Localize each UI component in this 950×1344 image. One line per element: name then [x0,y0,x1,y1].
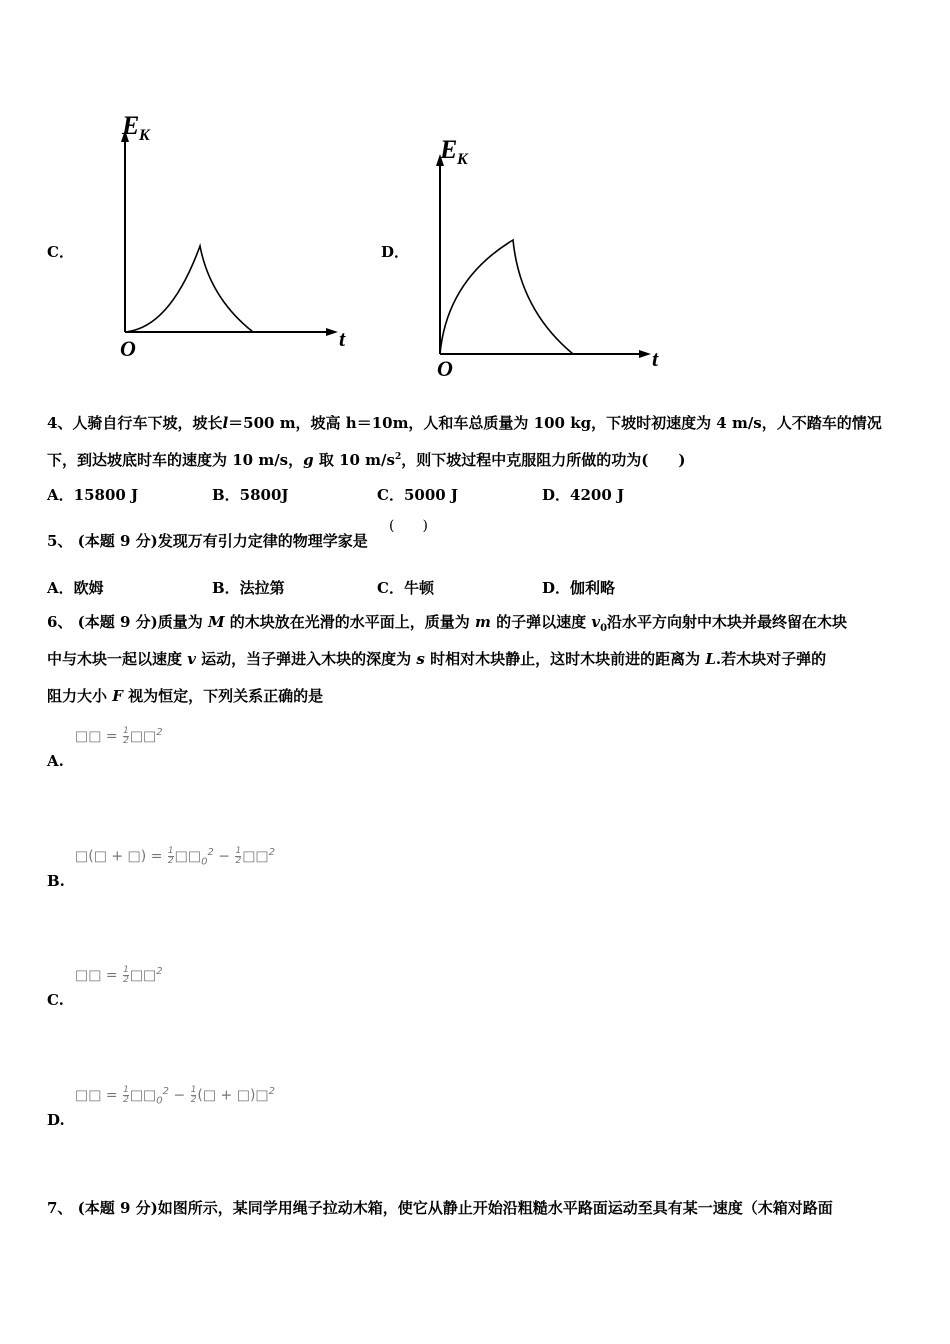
q6-option-a-label: A. [47,752,64,770]
q6-line3: 阻力大小 F 视为恒定，下列关系正确的是 [47,687,324,705]
q5-text: 5、 (本题 9 分)发现万有引力定律的物理学家是 [47,532,368,550]
q4-option-d: D．4200 J [542,486,625,504]
q5-answer-paren: ( ) [389,518,428,534]
graph-d [425,130,675,382]
q6-formula-a: □□ = $\frac{1}{2}$ □□$^2$ [75,726,163,747]
q6-formula-d: □□ = $\frac{1}{2}$ $□□_0^2$ − $\frac{1}{2}$ (□ + □)□$^2$ [75,1085,276,1107]
q6-option-d-label: D. [47,1111,65,1129]
q4-option-a: A．15800 J [47,486,139,504]
origin-label: O [120,336,136,358]
y-axis-sub: K [457,151,468,168]
y-axis-label: E [122,111,140,140]
q6-option-b-label: B. [47,872,65,890]
q5-option-a: A．欧姆 [47,579,104,597]
q4-line1: 4、人骑自行车下坡，坡长l＝500 m，坡高 h＝10m，人和车总质量为 100 kg，下坡时初速度为 4 m/s，人不踏车的情况 [47,414,882,432]
q5-option-b: B．法拉第 [212,579,285,597]
q6-formula-c: □□ = $\frac{1}{2}$ □□$^2$ [75,965,163,986]
q6-formula-b: □(□ + □) = $\frac{1}{2}$ $□□_0^2$ − $\frac{1}{2}$ □□$^2$ [75,846,276,868]
q7-text: 7、 (本题 9 分)如图所示，某同学用绳子拉动木箱，使它从静止开始沿粗糙水平路面运动至具有某一速度（木箱对路面 [47,1199,833,1217]
q5-option-d: D．伽利略 [542,579,616,597]
q6-line1: 6、 (本题 9 分)质量为 M 的木块放在光滑的水平面上，质量为 m 的子弹以速度 $v_0$沿水平方向射中木块并最终留在木块 [47,613,848,634]
q4-option-b: B．5800J [212,486,289,504]
origin-label: O [437,356,453,381]
q6-line2: 中与木块一起以速度 v 运动，当子弹进入木块的深度为 s 时相对木块静止，这时木块前进的距离为 L.若木块对子弹的 [47,650,827,668]
q4-option-c: C．5000 J [377,486,459,504]
x-axis-label: t [652,346,659,371]
y-axis-label: E [440,135,458,164]
q5-option-c: C．牛顿 [377,579,434,597]
q6-option-c-label: C. [47,991,64,1009]
option-c-label: C． [47,243,74,261]
y-axis-sub: K [139,127,150,144]
q4-line2: 下，到达坡底时车的速度为 10 m/s，g 取 10 $m/s^2$，则下坡过程中克服阻力所做的功为( ) [47,451,686,469]
x-axis-label: t [339,326,346,351]
graph-c [110,108,365,358]
option-d-label: D． [381,243,410,261]
